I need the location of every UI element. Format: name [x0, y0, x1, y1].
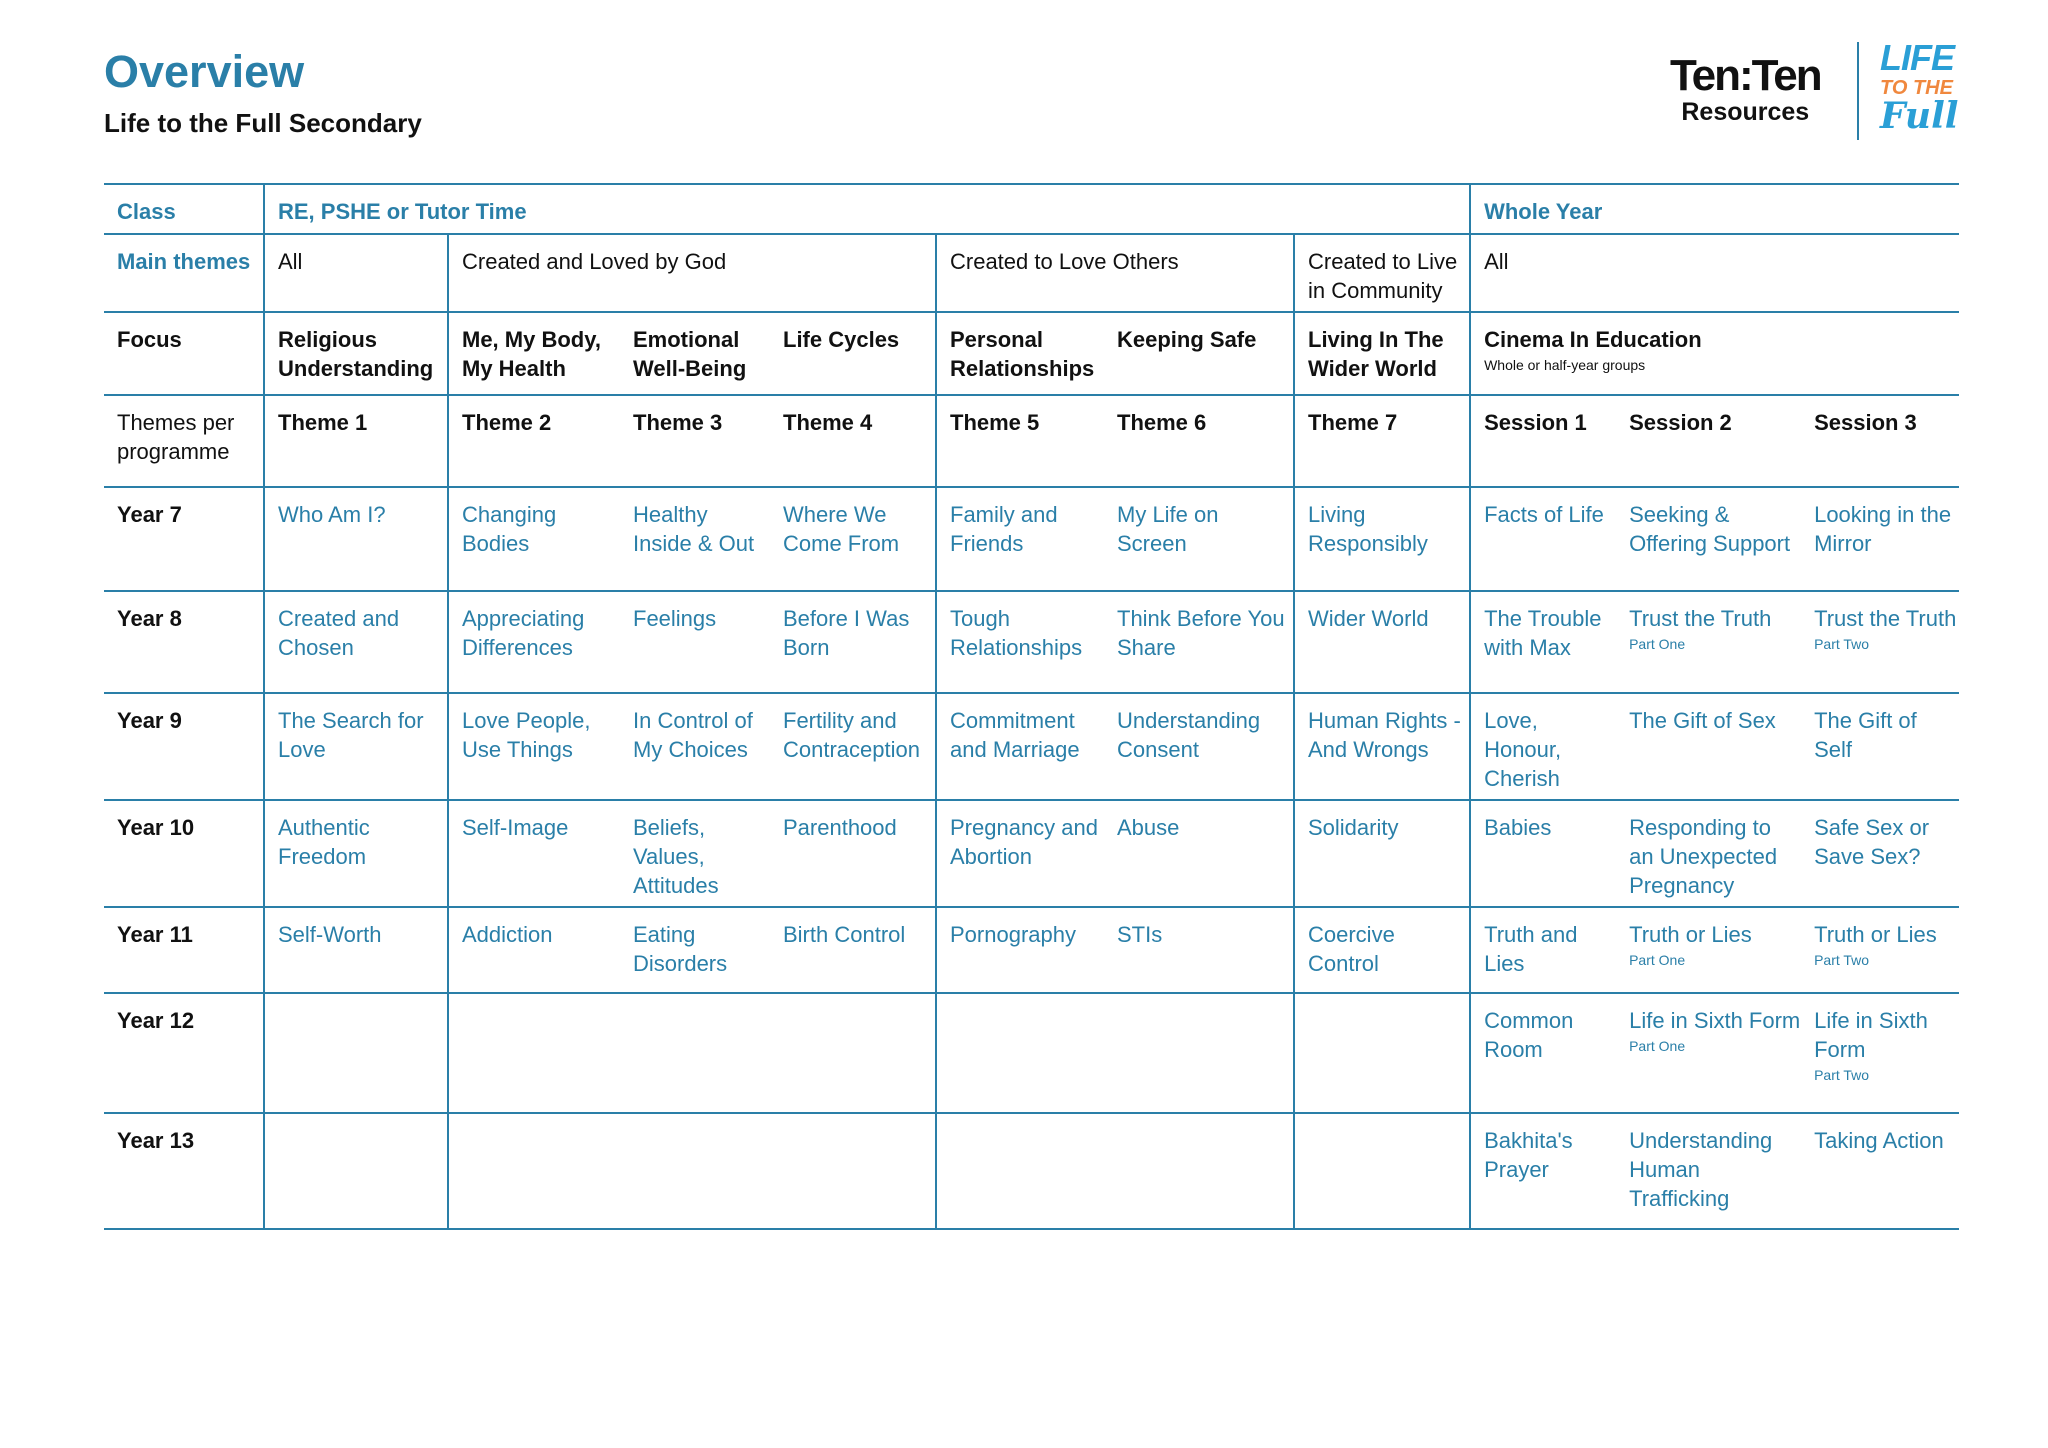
topic-cell: [448, 693, 620, 800]
topic-title: Taking Action: [1814, 1128, 1944, 1153]
class-group-whole-year: Whole Year: [1470, 184, 1959, 234]
topic-title: Addiction: [462, 922, 553, 947]
topic-cell: [264, 993, 448, 1113]
focus-cell: Keeping Safe: [1104, 312, 1294, 395]
main-themes-label: Main themes: [104, 234, 264, 312]
topic-title: Appreciating Differences: [462, 606, 585, 660]
topic-title: Parenthood: [783, 815, 897, 840]
page-subtitle: Life to the Full Secondary: [104, 108, 422, 138]
topic-cell: [448, 487, 620, 591]
topic-title: Responding to an Unexpected Pregnancy: [1629, 815, 1778, 898]
topic-cell: [1294, 487, 1470, 591]
topic-title: Self-Worth: [278, 922, 382, 947]
topic-title: Understanding Human Trafficking: [1629, 1128, 1773, 1211]
year-label: Year 7: [104, 487, 264, 591]
topic-cell: [448, 1113, 620, 1229]
topic-cell: [936, 1113, 1104, 1229]
topic-part-note: Part Two: [1814, 1067, 1870, 1083]
topic-cell: [1104, 591, 1294, 693]
topic-cell: [770, 993, 936, 1113]
topic-title: Fertility and Contraception: [783, 708, 920, 762]
programme-cell: Theme 1: [264, 395, 448, 487]
topic-cell: [1104, 800, 1294, 907]
topic-title: The Trouble with Max: [1484, 606, 1602, 660]
topic-title: Pornography: [950, 922, 1076, 947]
topic-cell: [620, 993, 770, 1113]
topic-title: Bakhita's Prayer: [1484, 1128, 1573, 1182]
topic-title: The Search for Love: [278, 708, 424, 762]
topic-cell: [620, 800, 770, 907]
theme-all: All: [264, 234, 448, 312]
programme-cell: Theme 6: [1104, 395, 1294, 487]
topic-cell: [1294, 591, 1470, 693]
topic-title: Trust the Truth: [1814, 606, 1957, 631]
topic-cell: [1801, 693, 1959, 800]
topic-title: Beliefs, Values, Attitudes: [633, 815, 719, 898]
topic-cell: [770, 591, 936, 693]
class-row: [104, 184, 1959, 234]
topic-cell: [620, 487, 770, 591]
class-group-re-pshe: RE, PSHE or Tutor Time: [264, 184, 1470, 234]
topic-cell: [770, 800, 936, 907]
topic-cell: [620, 907, 770, 993]
overview-table: [104, 183, 1959, 1230]
brand-divider: [1857, 42, 1859, 140]
topic-cell: [620, 591, 770, 693]
year-label: Year 13: [104, 1113, 264, 1229]
topic-cell: [448, 993, 620, 1113]
topic-title: Abuse: [1117, 815, 1180, 840]
programme-label: Themes per programme: [104, 395, 264, 487]
topic-title: Authentic Freedom: [278, 815, 370, 869]
year-row: [104, 800, 1959, 907]
topic-part-note: Part Two: [1814, 636, 1870, 652]
topic-cell: [1801, 1113, 1959, 1229]
topic-cell: [1616, 693, 1801, 800]
topic-title: Seeking & Offering Support: [1629, 502, 1791, 556]
programme-cell: Theme 5: [936, 395, 1104, 487]
topic-title: Birth Control: [783, 922, 906, 947]
topic-cell: [936, 907, 1104, 993]
topic-cell: [1294, 800, 1470, 907]
main-themes-row: [104, 234, 1959, 312]
focus-cinema-title: Cinema In Education: [1484, 327, 1702, 352]
topic-cell: [264, 591, 448, 693]
topic-title: Where We Come From: [783, 502, 900, 556]
brand-name: Ten:Ten: [1670, 51, 1821, 100]
topic-title: My Life on Screen: [1117, 502, 1219, 556]
topic-title: Think Before You Share: [1117, 606, 1285, 660]
topic-cell: [1616, 800, 1801, 907]
topic-cell: [1616, 907, 1801, 993]
topic-cell: [1801, 487, 1959, 591]
topic-title: Pregnancy and Abortion: [950, 815, 1098, 869]
year-row: [104, 993, 1959, 1113]
topic-cell: [1470, 487, 1616, 591]
year-label: Year 9: [104, 693, 264, 800]
topic-part-note: Part One: [1629, 1038, 1686, 1054]
theme-all-whole-year: All: [1470, 234, 1959, 312]
focus-cell: Religious Understanding: [264, 312, 448, 395]
topic-title: Wider World: [1308, 606, 1429, 631]
topic-cell: [1470, 800, 1616, 907]
topic-title: Common Room: [1484, 1008, 1574, 1062]
topic-cell: [448, 907, 620, 993]
year-label: Year 11: [104, 907, 264, 993]
topic-title: STIs: [1117, 922, 1163, 947]
topic-cell: [1470, 693, 1616, 800]
topic-title: Looking in the Mirror: [1814, 502, 1952, 556]
topic-part-note: Part One: [1629, 952, 1686, 968]
year-label: Year 10: [104, 800, 264, 907]
topic-title: Living Responsibly: [1308, 502, 1428, 556]
focus-cinema-note: Whole or half-year groups: [1484, 357, 1646, 373]
topic-cell: [1470, 907, 1616, 993]
year-row: [104, 1113, 1959, 1229]
topic-cell: [1294, 993, 1470, 1113]
topic-cell: [1104, 693, 1294, 800]
programme-row: [104, 395, 1959, 487]
topic-title: Self-Image: [462, 815, 569, 840]
topic-cell: [770, 1113, 936, 1229]
focus-cinema-cell: [1470, 312, 1959, 395]
topic-title: Truth or Lies: [1629, 922, 1752, 947]
topic-title: Babies: [1484, 815, 1552, 840]
theme-community: Created to Live in Community: [1294, 234, 1470, 312]
topic-title: The Gift of Self: [1814, 708, 1917, 762]
topic-cell: [936, 487, 1104, 591]
topic-title: Feelings: [633, 606, 717, 631]
year-row: [104, 907, 1959, 993]
topic-cell: [1801, 800, 1959, 907]
page-title: Overview: [104, 46, 305, 97]
programme-cell: Session 1: [1470, 395, 1616, 487]
programme-cell: Theme 3: [620, 395, 770, 487]
topic-cell: [264, 1113, 448, 1229]
topic-title: Truth or Lies: [1814, 922, 1937, 947]
topic-title: Family and Friends: [950, 502, 1058, 556]
topic-cell: [936, 800, 1104, 907]
year-row: [104, 591, 1959, 693]
programme-cell: Session 3: [1801, 395, 1959, 487]
year-row: [104, 487, 1959, 591]
topic-title: Safe Sex or Save Sex?: [1814, 815, 1930, 869]
topic-cell: [1104, 1113, 1294, 1229]
topic-title: Human Rights - And Wrongs: [1308, 708, 1461, 762]
topic-cell: [448, 800, 620, 907]
topic-cell: [1104, 907, 1294, 993]
topic-cell: [1470, 993, 1616, 1113]
topic-cell: [770, 487, 936, 591]
topic-title: Created and Chosen: [278, 606, 400, 660]
topic-cell: [1616, 487, 1801, 591]
topic-cell: [1801, 591, 1959, 693]
topic-title: Tough Relationships: [950, 606, 1083, 660]
topic-cell: [1616, 591, 1801, 693]
topic-cell: [1104, 993, 1294, 1113]
topic-cell: [448, 591, 620, 693]
focus-label: Focus: [104, 312, 264, 395]
topic-title: Changing Bodies: [462, 502, 557, 556]
topic-cell: [620, 1113, 770, 1229]
topic-cell: [770, 693, 936, 800]
topic-cell: [1294, 907, 1470, 993]
topic-cell: [1294, 693, 1470, 800]
topic-title: Solidarity: [1308, 815, 1399, 840]
focus-row: [104, 312, 1959, 395]
theme-loved-by-god: Created and Loved by God: [448, 234, 936, 312]
topic-title: Life in Sixth Form: [1814, 1008, 1928, 1062]
programme-cell: Theme 2: [448, 395, 620, 487]
topic-part-note: Part One: [1629, 636, 1686, 652]
topic-cell: [1294, 1113, 1470, 1229]
focus-cell: Life Cycles: [770, 312, 936, 395]
topic-cell: [936, 591, 1104, 693]
tenten-brand: [1670, 51, 1821, 126]
topic-cell: [1801, 993, 1959, 1113]
topic-title: Before I Was Born: [783, 606, 910, 660]
programme-cell: Theme 4: [770, 395, 936, 487]
focus-cell: Living In The Wider World: [1294, 312, 1470, 395]
topic-cell: [1470, 591, 1616, 693]
brand-subtitle: Resources: [1681, 98, 1810, 126]
topic-title: Commitment and Marriage: [950, 708, 1080, 762]
topic-cell: [264, 487, 448, 591]
topic-title: Coercive Control: [1308, 922, 1395, 976]
topic-cell: [1801, 907, 1959, 993]
topic-cell: [1470, 1113, 1616, 1229]
topic-title: Life in Sixth Form: [1629, 1008, 1801, 1033]
topic-cell: [264, 800, 448, 907]
topic-title: In Control of My Choices: [633, 708, 753, 762]
year-rows: [104, 487, 1959, 1229]
topic-cell: [264, 693, 448, 800]
topic-cell: [264, 907, 448, 993]
focus-cell: Personal Relationships: [936, 312, 1104, 395]
topic-cell: [1616, 1113, 1801, 1229]
year-row: [104, 693, 1959, 800]
year-label: Year 12: [104, 993, 264, 1113]
year-label: Year 8: [104, 591, 264, 693]
topic-cell: [936, 993, 1104, 1113]
topic-cell: [1104, 487, 1294, 591]
class-label: Class: [104, 184, 264, 234]
topic-title: Eating Disorders: [633, 922, 728, 976]
topic-title: Trust the Truth: [1629, 606, 1772, 631]
topic-title: Truth and Lies: [1484, 922, 1578, 976]
topic-title: Love People, Use Things: [462, 708, 591, 762]
focus-cell: Emotional Well-Being: [620, 312, 770, 395]
topic-cell: [1616, 993, 1801, 1113]
topic-part-note: Part Two: [1814, 952, 1870, 968]
topic-title: The Gift of Sex: [1629, 708, 1776, 733]
topic-title: Love, Honour, Cherish: [1484, 708, 1562, 791]
topic-title: Understanding Consent: [1117, 708, 1261, 762]
topic-title: Who Am I?: [278, 502, 386, 527]
topic-cell: [770, 907, 936, 993]
life-to-the-full-logo: LIFE TO THE Full: [1880, 37, 1959, 137]
topic-cell: [936, 693, 1104, 800]
theme-love-others: Created to Love Others: [936, 234, 1294, 312]
programme-cell: Theme 7: [1294, 395, 1470, 487]
topic-cell: [620, 693, 770, 800]
focus-cell: Me, My Body, My Health: [448, 312, 620, 395]
programme-cell: Session 2: [1616, 395, 1801, 487]
topic-title: Facts of Life: [1484, 502, 1604, 527]
topic-title: Healthy Inside & Out: [633, 502, 755, 556]
